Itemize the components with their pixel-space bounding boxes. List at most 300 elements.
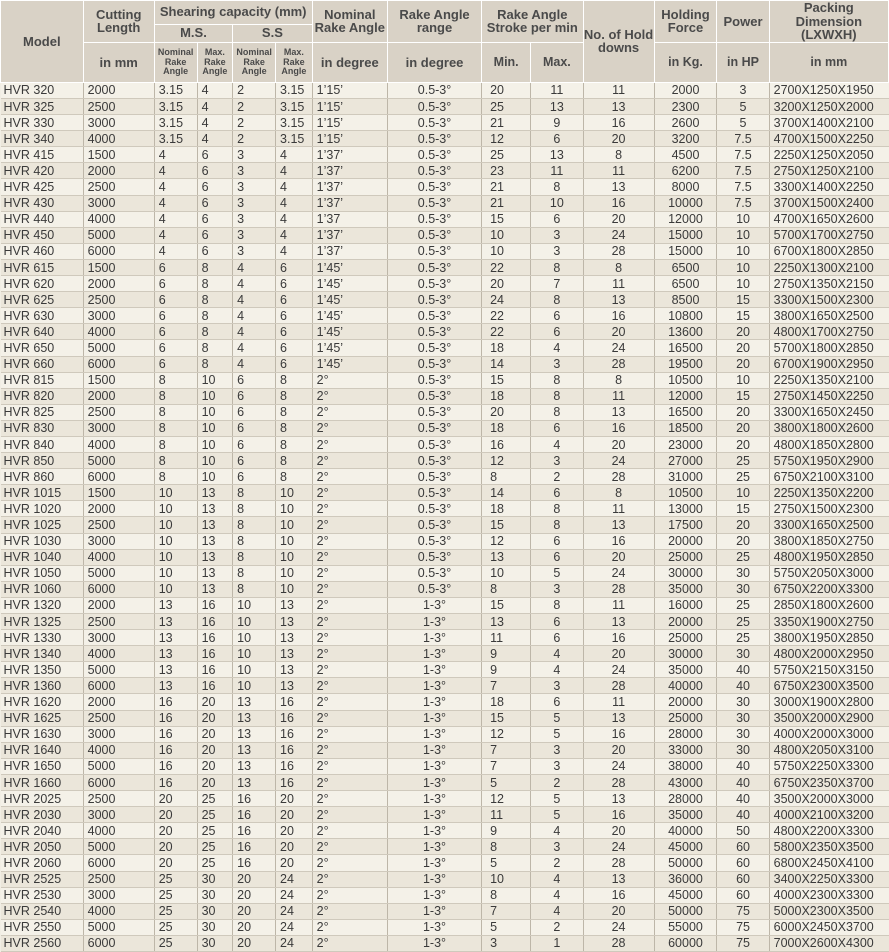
model-cell: HVR 450 <box>1 227 84 243</box>
table-row <box>1 340 889 356</box>
packing-dimension-cell: 5750X2250X3300 <box>769 758 888 774</box>
packing-dimension-cell: 5700X1700X2750 <box>769 227 888 243</box>
packing-dimension-cell: 4000X2300X3300 <box>769 887 888 903</box>
cutting-length-cell: 2500 <box>83 791 154 807</box>
packing-dimension-cell: 3350X1900X2750 <box>769 614 888 630</box>
header-ms-nominal-label: Nominal Rake Angle <box>157 47 194 77</box>
table-row <box>1 774 889 790</box>
header-stroke-max-label: Max. <box>542 54 571 69</box>
header-power-unit <box>717 42 769 82</box>
power-cell: 25 <box>717 597 769 613</box>
ss-max-cell: 24 <box>276 919 313 935</box>
table-row <box>1 453 889 469</box>
packing-dimension-cell: 5750X2050X3000 <box>769 565 888 581</box>
header-shearing-capacity <box>154 1 312 25</box>
table-row <box>1 82 889 98</box>
model-cell: HVR 320 <box>1 82 84 98</box>
ss-nominal-cell: 2 <box>233 99 276 115</box>
nominal-rake-angle-cell: 2° <box>312 485 387 501</box>
stroke-min-cell: 13 <box>482 549 531 565</box>
ss-nominal-cell: 3 <box>233 179 276 195</box>
cutting-length-cell: 2000 <box>83 82 154 98</box>
packing-dimension-cell: 3500X2000X3000 <box>769 791 888 807</box>
rake-angle-range-cell: 1-3° <box>387 935 481 951</box>
packing-dimension-cell: 3300X1400X2250 <box>769 179 888 195</box>
table-row <box>1 259 889 275</box>
ss-max-cell: 8 <box>276 420 313 436</box>
ms-max-cell: 25 <box>197 807 233 823</box>
power-cell: 30 <box>717 565 769 581</box>
ms-nominal-cell: 4 <box>154 227 197 243</box>
holding-force-cell: 12000 <box>654 388 717 404</box>
stroke-max-cell: 6 <box>531 131 583 147</box>
cutting-length-cell: 2500 <box>83 517 154 533</box>
cutting-length-cell: 2000 <box>83 276 154 292</box>
packing-dimension-cell: 3800X1950X2850 <box>769 630 888 646</box>
nominal-rake-angle-cell: 1’37’ <box>312 147 387 163</box>
rake-angle-range-cell: 0.5-3° <box>387 372 481 388</box>
holding-force-cell: 43000 <box>654 774 717 790</box>
ms-max-cell: 8 <box>197 356 233 372</box>
ms-nominal-cell: 6 <box>154 340 197 356</box>
hold-downs-cell: 24 <box>583 340 654 356</box>
ss-nominal-cell: 3 <box>233 227 276 243</box>
stroke-max-cell: 8 <box>531 179 583 195</box>
rake-angle-range-cell: 1-3° <box>387 758 481 774</box>
hold-downs-cell: 28 <box>583 774 654 790</box>
packing-dimension-cell: 2250X1350X2200 <box>769 485 888 501</box>
ss-nominal-cell: 10 <box>233 646 276 662</box>
stroke-min-cell: 10 <box>482 227 531 243</box>
ss-nominal-cell: 16 <box>233 791 276 807</box>
ms-nominal-cell: 4 <box>154 179 197 195</box>
stroke-min-cell: 8 <box>482 469 531 485</box>
power-cell: 10 <box>717 243 769 259</box>
table-row <box>1 597 889 613</box>
header-holding-force-label: Holding Force <box>661 6 710 36</box>
ss-nominal-cell: 6 <box>233 388 276 404</box>
stroke-min-cell: 11 <box>482 630 531 646</box>
nominal-rake-angle-cell: 1’45’ <box>312 308 387 324</box>
ms-max-cell: 20 <box>197 758 233 774</box>
holding-force-cell: 15000 <box>654 227 717 243</box>
holding-force-cell: 13000 <box>654 501 717 517</box>
holding-force-cell: 6500 <box>654 276 717 292</box>
packing-dimension-cell: 2750X1450X2250 <box>769 388 888 404</box>
ms-max-cell: 10 <box>197 404 233 420</box>
nominal-rake-angle-cell: 1’15’ <box>312 99 387 115</box>
header-hold-downs <box>583 1 654 83</box>
ss-max-cell: 8 <box>276 436 313 452</box>
nominal-rake-angle-cell: 2° <box>312 614 387 630</box>
ms-max-cell: 16 <box>197 662 233 678</box>
holding-force-cell: 23000 <box>654 436 717 452</box>
ms-nominal-cell: 25 <box>154 919 197 935</box>
stroke-min-cell: 9 <box>482 646 531 662</box>
model-cell: HVR 630 <box>1 308 84 324</box>
cutting-length-cell: 2000 <box>83 694 154 710</box>
ss-nominal-cell: 6 <box>233 436 276 452</box>
model-cell: HVR 820 <box>1 388 84 404</box>
ms-nominal-cell: 13 <box>154 630 197 646</box>
nominal-rake-angle-cell: 2° <box>312 469 387 485</box>
power-cell: 25 <box>717 469 769 485</box>
packing-dimension-cell: 3700X1500X2400 <box>769 195 888 211</box>
packing-dimension-cell: 4800X1850X2800 <box>769 436 888 452</box>
stroke-max-cell: 6 <box>531 308 583 324</box>
power-cell: 7.5 <box>717 195 769 211</box>
ss-max-cell: 10 <box>276 517 313 533</box>
holding-force-cell: 16500 <box>654 404 717 420</box>
packing-dimension-cell: 6000X2450X3700 <box>769 919 888 935</box>
header-shearing-capacity-label: Shearing capacity (mm) <box>159 4 307 20</box>
ss-max-cell: 3.15 <box>276 82 313 98</box>
ms-nominal-cell: 4 <box>154 211 197 227</box>
ss-nominal-cell: 10 <box>233 662 276 678</box>
rake-angle-range-cell: 0.5-3° <box>387 115 481 131</box>
ss-nominal-cell: 2 <box>233 115 276 131</box>
ms-nominal-cell: 13 <box>154 614 197 630</box>
stroke-min-cell: 18 <box>482 340 531 356</box>
ms-max-cell: 16 <box>197 678 233 694</box>
ms-nominal-cell: 16 <box>154 726 197 742</box>
stroke-min-cell: 5 <box>482 774 531 790</box>
model-cell: HVR 625 <box>1 292 84 308</box>
model-cell: HVR 1040 <box>1 549 84 565</box>
hold-downs-cell: 20 <box>583 131 654 147</box>
table-row <box>1 581 889 597</box>
power-cell: 75 <box>717 935 769 951</box>
table-row <box>1 211 889 227</box>
stroke-min-cell: 15 <box>482 710 531 726</box>
cutting-length-cell: 5000 <box>83 839 154 855</box>
nominal-rake-angle-cell: 1’37 <box>312 211 387 227</box>
cutting-length-cell: 2500 <box>83 871 154 887</box>
stroke-min-cell: 3 <box>482 935 531 951</box>
nominal-rake-angle-cell: 2° <box>312 935 387 951</box>
ms-nominal-cell: 13 <box>154 662 197 678</box>
hold-downs-cell: 16 <box>583 887 654 903</box>
stroke-min-cell: 21 <box>482 179 531 195</box>
model-cell: HVR 415 <box>1 147 84 163</box>
holding-force-cell: 13600 <box>654 324 717 340</box>
holding-force-cell: 36000 <box>654 871 717 887</box>
ms-nominal-cell: 8 <box>154 469 197 485</box>
hold-downs-cell: 20 <box>583 742 654 758</box>
table-row <box>1 887 889 903</box>
table-row <box>1 694 889 710</box>
cutting-length-cell: 2000 <box>83 597 154 613</box>
ss-nominal-cell: 2 <box>233 131 276 147</box>
rake-angle-range-cell: 1-3° <box>387 710 481 726</box>
holding-force-cell: 20000 <box>654 694 717 710</box>
table-row <box>1 678 889 694</box>
cutting-length-cell: 1500 <box>83 372 154 388</box>
ms-nominal-cell: 20 <box>154 855 197 871</box>
ss-nominal-cell: 10 <box>233 630 276 646</box>
table-row <box>1 871 889 887</box>
cutting-length-cell: 4000 <box>83 742 154 758</box>
ms-nominal-cell: 3.15 <box>154 99 197 115</box>
holding-force-cell: 4500 <box>654 147 717 163</box>
header-cutting-length-unit-label: in mm <box>99 54 138 70</box>
stroke-max-cell: 6 <box>531 324 583 340</box>
holding-force-cell: 40000 <box>654 823 717 839</box>
rake-angle-range-cell: 0.5-3° <box>387 565 481 581</box>
holding-force-cell: 18500 <box>654 420 717 436</box>
power-cell: 10 <box>717 372 769 388</box>
hold-downs-cell: 28 <box>583 678 654 694</box>
ms-nominal-cell: 6 <box>154 308 197 324</box>
model-cell: HVR 1330 <box>1 630 84 646</box>
stroke-max-cell: 8 <box>531 388 583 404</box>
ms-nominal-cell: 25 <box>154 903 197 919</box>
power-cell: 7.5 <box>717 163 769 179</box>
cutting-length-cell: 3000 <box>83 308 154 324</box>
ms-nominal-cell: 16 <box>154 742 197 758</box>
packing-dimension-cell: 6750X2100X3100 <box>769 469 888 485</box>
ms-max-cell: 30 <box>197 887 233 903</box>
stroke-max-cell: 8 <box>531 372 583 388</box>
header-nominal-rake-angle-label: Nominal Rake Angle <box>314 6 385 36</box>
power-cell: 25 <box>717 549 769 565</box>
stroke-min-cell: 10 <box>482 871 531 887</box>
nominal-rake-angle-cell: 1’37’ <box>312 179 387 195</box>
table-row <box>1 404 889 420</box>
stroke-min-cell: 12 <box>482 131 531 147</box>
power-cell: 75 <box>717 919 769 935</box>
ms-max-cell: 8 <box>197 308 233 324</box>
nominal-rake-angle-cell: 2° <box>312 549 387 565</box>
stroke-min-cell: 7 <box>482 678 531 694</box>
stroke-max-cell: 2 <box>531 469 583 485</box>
ms-max-cell: 25 <box>197 839 233 855</box>
nominal-rake-angle-cell: 1’37’ <box>312 243 387 259</box>
ss-nominal-cell: 20 <box>233 903 276 919</box>
ms-nominal-cell: 3.15 <box>154 82 197 98</box>
rake-angle-range-cell: 0.5-3° <box>387 517 481 533</box>
nominal-rake-angle-cell: 2° <box>312 565 387 581</box>
hold-downs-cell: 8 <box>583 372 654 388</box>
nominal-rake-angle-cell: 1’45’ <box>312 276 387 292</box>
model-cell: HVR 1025 <box>1 517 84 533</box>
hold-downs-cell: 24 <box>583 662 654 678</box>
model-cell: HVR 640 <box>1 324 84 340</box>
cutting-length-cell: 3000 <box>83 115 154 131</box>
packing-dimension-cell: 6750X2300X3500 <box>769 678 888 694</box>
cutting-length-cell: 3000 <box>83 887 154 903</box>
nominal-rake-angle-cell: 2° <box>312 420 387 436</box>
ms-max-cell: 10 <box>197 469 233 485</box>
stroke-min-cell: 18 <box>482 501 531 517</box>
stroke-max-cell: 9 <box>531 115 583 131</box>
power-cell: 15 <box>717 292 769 308</box>
ms-max-cell: 20 <box>197 710 233 726</box>
ms-max-cell: 4 <box>197 82 233 98</box>
ss-max-cell: 8 <box>276 453 313 469</box>
nominal-rake-angle-cell: 2° <box>312 404 387 420</box>
ss-max-cell: 4 <box>276 227 313 243</box>
power-cell: 60 <box>717 839 769 855</box>
power-cell: 15 <box>717 501 769 517</box>
power-cell: 30 <box>717 742 769 758</box>
table-row <box>1 308 889 324</box>
nominal-rake-angle-cell: 1’37’ <box>312 227 387 243</box>
rake-angle-range-cell: 0.5-3° <box>387 533 481 549</box>
hold-downs-cell: 11 <box>583 694 654 710</box>
header-holding-force-unit-label: in Kg. <box>668 54 703 69</box>
rake-angle-range-cell: 1-3° <box>387 903 481 919</box>
hold-downs-cell: 28 <box>583 243 654 259</box>
rake-angle-range-cell: 0.5-3° <box>387 340 481 356</box>
hold-downs-cell: 13 <box>583 871 654 887</box>
ss-nominal-cell: 8 <box>233 517 276 533</box>
ss-nominal-cell: 3 <box>233 243 276 259</box>
ms-nominal-cell: 8 <box>154 388 197 404</box>
ms-nominal-cell: 6 <box>154 324 197 340</box>
rake-angle-range-cell: 1-3° <box>387 839 481 855</box>
nominal-rake-angle-cell: 2° <box>312 919 387 935</box>
hold-downs-cell: 20 <box>583 549 654 565</box>
stroke-min-cell: 8 <box>482 839 531 855</box>
cutting-length-cell: 3000 <box>83 195 154 211</box>
holding-force-cell: 16000 <box>654 597 717 613</box>
stroke-max-cell: 4 <box>531 871 583 887</box>
nominal-rake-angle-cell: 1’15’ <box>312 115 387 131</box>
stroke-max-cell: 8 <box>531 517 583 533</box>
header-cutting-length <box>83 1 154 43</box>
rake-angle-range-cell: 1-3° <box>387 807 481 823</box>
header-packing-dimension-unit <box>769 42 888 82</box>
cutting-length-cell: 5000 <box>83 758 154 774</box>
ss-nominal-cell: 13 <box>233 710 276 726</box>
power-cell: 10 <box>717 259 769 275</box>
rake-angle-range-cell: 1-3° <box>387 646 481 662</box>
rake-angle-range-cell: 0.5-3° <box>387 501 481 517</box>
ss-max-cell: 8 <box>276 404 313 420</box>
holding-force-cell: 45000 <box>654 887 717 903</box>
ss-max-cell: 13 <box>276 614 313 630</box>
cutting-length-cell: 2000 <box>83 163 154 179</box>
ms-max-cell: 6 <box>197 147 233 163</box>
packing-dimension-cell: 6700X1900X2950 <box>769 356 888 372</box>
table-row <box>1 565 889 581</box>
stroke-max-cell: 4 <box>531 646 583 662</box>
hold-downs-cell: 11 <box>583 388 654 404</box>
hold-downs-cell: 28 <box>583 356 654 372</box>
ms-nominal-cell: 13 <box>154 597 197 613</box>
hold-downs-cell: 16 <box>583 115 654 131</box>
rake-angle-range-cell: 1-3° <box>387 662 481 678</box>
ss-max-cell: 16 <box>276 710 313 726</box>
ms-nominal-cell: 6 <box>154 259 197 275</box>
stroke-max-cell: 6 <box>531 694 583 710</box>
stroke-min-cell: 15 <box>482 517 531 533</box>
ss-max-cell: 6 <box>276 259 313 275</box>
nominal-rake-angle-cell: 1’45’ <box>312 324 387 340</box>
model-cell: HVR 1020 <box>1 501 84 517</box>
nominal-rake-angle-cell: 2° <box>312 758 387 774</box>
ss-max-cell: 4 <box>276 243 313 259</box>
power-cell: 40 <box>717 791 769 807</box>
stroke-max-cell: 5 <box>531 565 583 581</box>
header-ms <box>154 24 232 42</box>
rake-angle-range-cell: 0.5-3° <box>387 356 481 372</box>
holding-force-cell: 15000 <box>654 243 717 259</box>
cutting-length-cell: 6000 <box>83 935 154 951</box>
ss-nominal-cell: 6 <box>233 372 276 388</box>
power-cell: 30 <box>717 694 769 710</box>
ms-nominal-cell: 8 <box>154 420 197 436</box>
ss-max-cell: 24 <box>276 871 313 887</box>
hold-downs-cell: 13 <box>583 179 654 195</box>
nominal-rake-angle-cell: 1’37’ <box>312 163 387 179</box>
stroke-min-cell: 8 <box>482 887 531 903</box>
table-row <box>1 388 889 404</box>
stroke-min-cell: 22 <box>482 324 531 340</box>
holding-force-cell: 16500 <box>654 340 717 356</box>
model-cell: HVR 1060 <box>1 581 84 597</box>
ss-nominal-cell: 10 <box>233 597 276 613</box>
ss-max-cell: 6 <box>276 308 313 324</box>
nominal-rake-angle-cell: 2° <box>312 791 387 807</box>
model-cell: HVR 1015 <box>1 485 84 501</box>
packing-dimension-cell: 5800X2350X3500 <box>769 839 888 855</box>
rake-angle-range-cell: 0.5-3° <box>387 211 481 227</box>
ms-max-cell: 6 <box>197 195 233 211</box>
model-cell: HVR 1050 <box>1 565 84 581</box>
header-rake-angle-range <box>387 1 481 43</box>
ms-nominal-cell: 4 <box>154 243 197 259</box>
holding-force-cell: 50000 <box>654 855 717 871</box>
ms-max-cell: 25 <box>197 823 233 839</box>
nominal-rake-angle-cell: 2° <box>312 630 387 646</box>
stroke-min-cell: 22 <box>482 259 531 275</box>
stroke-max-cell: 4 <box>531 887 583 903</box>
hold-downs-cell: 24 <box>583 227 654 243</box>
stroke-min-cell: 12 <box>482 453 531 469</box>
rake-angle-range-cell: 0.5-3° <box>387 163 481 179</box>
power-cell: 20 <box>717 324 769 340</box>
model-cell: HVR 2530 <box>1 887 84 903</box>
holding-force-cell: 35000 <box>654 807 717 823</box>
table-row <box>1 662 889 678</box>
holding-force-cell: 3200 <box>654 131 717 147</box>
nominal-rake-angle-cell: 2° <box>312 742 387 758</box>
stroke-min-cell: 15 <box>482 597 531 613</box>
stroke-min-cell: 11 <box>482 807 531 823</box>
cutting-length-cell: 4000 <box>83 903 154 919</box>
holding-force-cell: 28000 <box>654 726 717 742</box>
cutting-length-cell: 6000 <box>83 774 154 790</box>
table-row <box>1 855 889 871</box>
rake-angle-range-cell: 0.5-3° <box>387 324 481 340</box>
model-cell: HVR 1660 <box>1 774 84 790</box>
nominal-rake-angle-cell: 2° <box>312 774 387 790</box>
ss-nominal-cell: 6 <box>233 420 276 436</box>
hold-downs-cell: 11 <box>583 82 654 98</box>
cutting-length-cell: 5000 <box>83 453 154 469</box>
stroke-max-cell: 4 <box>531 436 583 452</box>
header-hold-downs-label: No. of Hold downs <box>583 26 654 56</box>
stroke-min-cell: 25 <box>482 147 531 163</box>
power-cell: 40 <box>717 662 769 678</box>
ss-nominal-cell: 16 <box>233 839 276 855</box>
ss-max-cell: 10 <box>276 549 313 565</box>
header-model <box>1 1 84 83</box>
table-row <box>1 903 889 919</box>
header-ss-nominal <box>233 42 276 82</box>
